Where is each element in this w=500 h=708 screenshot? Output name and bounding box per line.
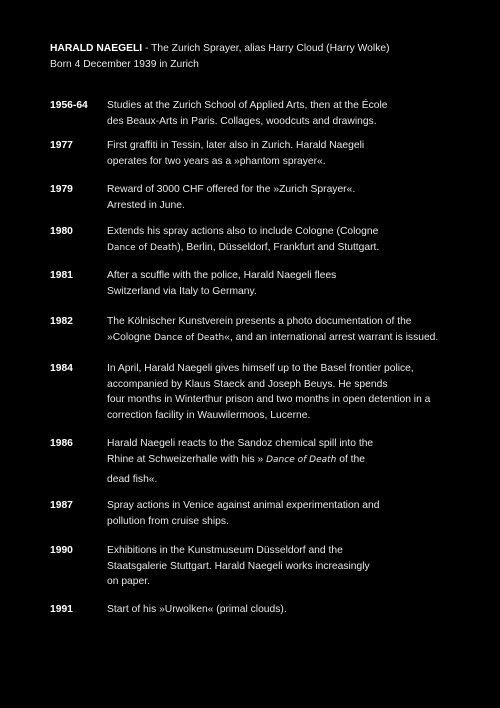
entry-line [107,498,467,514]
text-run: «, and an international arrest warrant is issued. [224,331,439,343]
text-run: pollution from cruise ships. [107,515,229,527]
entry-text [107,436,467,488]
entry-line [107,602,467,618]
text-run: After a scuffle with the police, Harald Naegeli flees [107,270,337,281]
text-run: Arrested in June. [107,199,185,211]
entry-year: 1956-64 [50,100,88,111]
entry-text [107,498,467,529]
text-run: des Beaux-Arts in Paris. Collages, woodcuts and drawings. [107,115,377,127]
text-run: Studies at the Zurich School of Applied Arts, then at the École [107,100,388,111]
title-run: Dance of Death [153,332,225,343]
entry-text [107,224,467,256]
entry-line [107,98,467,114]
text-run: accompanied by Klaus Staeck and Joseph Beuys. He spends [107,378,388,390]
entry-text [107,182,467,213]
entry-line [107,198,467,214]
text-run: Staatsgalerie Stuttgart. Harald Naegeli works increasingly [107,560,370,572]
birth-line: Born 4 December 1939 in Zurich [50,58,199,70]
text-run: ), Berlin, Düsseldorf, Frankfurt and Stuttgart. [177,241,380,253]
entry-line [107,330,467,347]
text-run: of the [336,453,365,465]
entry-line [107,472,467,488]
text-run: Harald Naegeli reacts to the Sandoz chemical spill into the [107,438,374,449]
text-run: four months in Winterthur prison and two months in open detention in a [107,394,431,405]
text-run: operates for two years as a »phantom sprayer«. [107,155,326,167]
text-run: Start of his »Urwolken« (primal clouds). [107,604,287,615]
entry-year: 1979 [50,184,73,195]
entry-line [107,138,467,154]
text-run: Rhine at Schweizerhalle with his » [107,453,267,465]
entry-line [107,284,467,300]
entry-year: 1986 [50,438,73,449]
entry-line [107,514,467,530]
text-run: Extends his spray actions also to include Cologne (Cologne [107,226,379,237]
entry-line [107,436,467,452]
entry-line [107,268,467,284]
entry-text [107,602,467,618]
entry-year: 1977 [50,140,73,151]
entry-line [107,154,467,170]
entry-line [107,574,467,590]
entry-line [107,114,467,130]
text-run: correction facility in Wauwilermoos, Lucerne. [107,409,311,421]
text-run: First graffiti in Tessin, later also in Zurich. Harald Naegeli [107,140,365,151]
text-run: In April, Harald Naegeli gives himself up to the Basel frontier police, [107,363,414,374]
text-run: Reward of 3000 CHF offered for the »Zurich Sprayer«. [107,184,356,195]
entry-year: 1987 [50,500,73,511]
entry-year: 1981 [50,270,73,281]
text-run: The Kölnischer Kunstverein presents a photo documentation of the [107,316,412,327]
entry-year: 1991 [50,604,73,615]
entry-line [107,377,467,393]
entry-text [107,268,467,299]
artist-subtitle: - The Zurich Sprayer, alias Harry Cloud (Harry Wolke) [142,43,390,54]
text-run: Switzerland via Italy to Germany. [107,285,257,297]
entry-year: 1990 [50,545,73,556]
entry-line [107,559,467,575]
title-run: Dance of Death [266,454,337,465]
title-run: Dance of Death [107,242,178,253]
entry-line [107,392,467,408]
text-run: »Cologne [107,331,154,343]
entry-text [107,138,467,169]
artist-name: HARALD NAEGELI [50,43,143,54]
entry-year: 1984 [50,363,73,374]
entry-line [107,224,467,240]
entry-year: 1982 [50,316,73,327]
title-line [50,41,470,57]
entry-text [107,361,467,423]
biography-page [50,41,470,615]
entry-year: 1980 [50,226,73,237]
text-run: Exhibitions in the Kunstmuseum Düsseldorf and the [107,545,343,556]
entry-line [107,408,467,424]
entry-text [107,543,467,590]
entry-line [107,182,467,198]
entry-line [107,361,467,377]
entry-line [107,543,467,559]
entry-line [107,452,467,469]
entry-line [107,314,467,330]
text-run: on paper. [107,576,150,587]
entry-line [107,240,467,257]
entry-text [107,314,467,346]
text-run: dead fish«. [107,474,158,485]
text-run: Spray actions in Venice against animal experimentation and [107,500,380,511]
entry-text [107,98,467,129]
